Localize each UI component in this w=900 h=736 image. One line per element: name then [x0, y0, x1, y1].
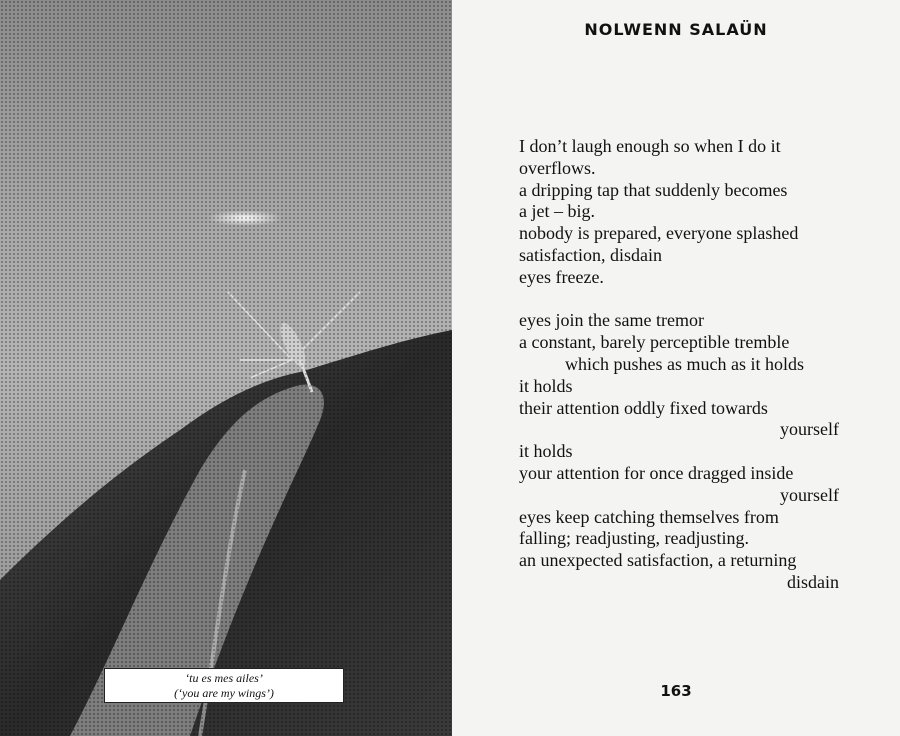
caption-line-translation: (‘you are my wings’): [174, 686, 274, 700]
poem-line-right: yourself: [780, 419, 839, 440]
poem-line: overflows.: [519, 157, 596, 178]
poem-line: I don’t laugh enough so when I do it: [519, 136, 781, 156]
stanza-break: [519, 289, 839, 311]
poem-line: falling; readjusting, readjusting.: [519, 528, 749, 549]
poem-line-right: disdain: [787, 571, 839, 592]
poem-line: it holds: [519, 375, 573, 396]
poem-line: nobody is prepared, everyone splashed: [519, 223, 799, 244]
page-number: 163: [660, 682, 692, 700]
poem-body: [519, 136, 839, 594]
poem-line: eyes freeze.: [519, 266, 604, 287]
poem-line: an unexpected satisfaction, a returning: [519, 550, 797, 571]
poem-line: satisfaction, disdain: [519, 244, 662, 265]
poem-line: eyes join the same tremor: [519, 310, 704, 331]
poem-line-right: yourself: [780, 484, 839, 505]
poem-line: a constant, barely perceptible tremble: [519, 332, 790, 353]
running-head-author: NOLWENN SALAÜN: [584, 20, 768, 39]
poem-line: a dripping tap that suddenly becomes: [519, 179, 788, 200]
poem-line: it holds: [519, 441, 573, 462]
poem-line: your attention for once dragged inside: [519, 462, 794, 483]
poem-line: their attention oddly fixed towards: [519, 397, 768, 418]
photo-caption: [104, 668, 344, 703]
caption-line-original: ‘tu es mes ailes’: [185, 671, 263, 685]
poem-line: eyes keep catching themselves from: [519, 506, 779, 527]
poem-line-indented: which pushes as much as it holds: [565, 353, 804, 374]
poem-line: a jet – big.: [519, 201, 595, 222]
poem-page: [452, 0, 900, 736]
